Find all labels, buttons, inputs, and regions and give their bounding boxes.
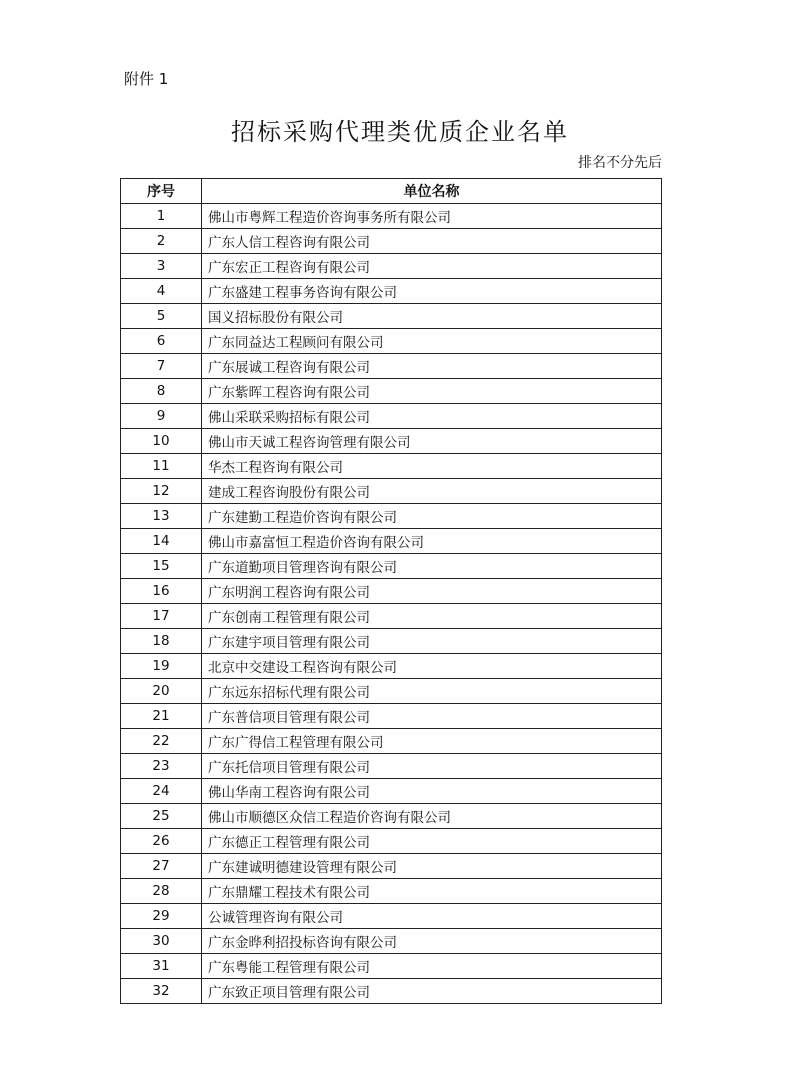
table-header-row xyxy=(121,179,662,204)
row-index: 32 xyxy=(121,979,202,1004)
company-name: 广东远东招标代理有限公司 xyxy=(202,679,662,704)
row-index: 25 xyxy=(121,804,202,829)
table-row xyxy=(121,779,662,804)
row-index: 20 xyxy=(121,679,202,704)
table-row xyxy=(121,879,662,904)
table-row xyxy=(121,929,662,954)
row-index: 10 xyxy=(121,429,202,454)
table-row xyxy=(121,729,662,754)
table-row xyxy=(121,404,662,429)
company-name: 广东致正项目管理有限公司 xyxy=(202,979,662,1004)
table-row xyxy=(121,454,662,479)
table-row xyxy=(121,279,662,304)
row-index: 11 xyxy=(121,454,202,479)
row-index: 4 xyxy=(121,279,202,304)
company-name: 广东德正工程管理有限公司 xyxy=(202,829,662,854)
enterprise-table xyxy=(120,178,662,1004)
company-name: 广东盛建工程事务咨询有限公司 xyxy=(202,279,662,304)
column-header-name: 单位名称 xyxy=(202,179,662,204)
row-index: 3 xyxy=(121,254,202,279)
row-index: 26 xyxy=(121,829,202,854)
row-index: 31 xyxy=(121,954,202,979)
row-index: 6 xyxy=(121,329,202,354)
row-index: 15 xyxy=(121,554,202,579)
company-name: 华杰工程咨询有限公司 xyxy=(202,454,662,479)
table-row xyxy=(121,554,662,579)
table-row xyxy=(121,754,662,779)
row-index: 2 xyxy=(121,229,202,254)
company-name: 广东创南工程管理有限公司 xyxy=(202,604,662,629)
table-row xyxy=(121,979,662,1004)
company-name: 国义招标股份有限公司 xyxy=(202,304,662,329)
row-index: 16 xyxy=(121,579,202,604)
row-index: 14 xyxy=(121,529,202,554)
table-row xyxy=(121,904,662,929)
document-title: 招标采购代理类优质企业名单 xyxy=(231,118,569,146)
table-row xyxy=(121,254,662,279)
row-index: 30 xyxy=(121,929,202,954)
company-name: 广东明润工程咨询有限公司 xyxy=(202,579,662,604)
row-index: 7 xyxy=(121,354,202,379)
company-name: 佛山市嘉富恒工程造价咨询有限公司 xyxy=(202,529,662,554)
row-index: 24 xyxy=(121,779,202,804)
company-name: 广东建勤工程造价咨询有限公司 xyxy=(202,504,662,529)
table-row xyxy=(121,854,662,879)
company-name: 广东建宇项目管理有限公司 xyxy=(202,629,662,654)
row-index: 19 xyxy=(121,654,202,679)
company-name: 北京中交建设工程咨询有限公司 xyxy=(202,654,662,679)
row-index: 22 xyxy=(121,729,202,754)
table-row xyxy=(121,654,662,679)
table-row xyxy=(121,704,662,729)
company-name: 广东粤能工程管理有限公司 xyxy=(202,954,662,979)
table-row xyxy=(121,229,662,254)
company-name: 广东展诚工程咨询有限公司 xyxy=(202,354,662,379)
table-row xyxy=(121,679,662,704)
table-row xyxy=(121,504,662,529)
table-row xyxy=(121,954,662,979)
table-row xyxy=(121,579,662,604)
company-name: 广东人信工程咨询有限公司 xyxy=(202,229,662,254)
company-name: 佛山采联采购招标有限公司 xyxy=(202,404,662,429)
row-index: 13 xyxy=(121,504,202,529)
company-name: 广东托信项目管理有限公司 xyxy=(202,754,662,779)
table-row xyxy=(121,804,662,829)
company-name: 佛山华南工程咨询有限公司 xyxy=(202,779,662,804)
row-index: 23 xyxy=(121,754,202,779)
row-index: 8 xyxy=(121,379,202,404)
table-body xyxy=(121,204,662,1004)
table-row xyxy=(121,354,662,379)
attachment-label: 附件 1 xyxy=(124,70,169,88)
table-row xyxy=(121,479,662,504)
company-name: 佛山市顺德区众信工程造价咨询有限公司 xyxy=(202,804,662,829)
company-name: 广东鼎耀工程技术有限公司 xyxy=(202,879,662,904)
row-index: 1 xyxy=(121,204,202,229)
company-name: 公诚管理咨询有限公司 xyxy=(202,904,662,929)
table-row xyxy=(121,329,662,354)
table-row xyxy=(121,629,662,654)
table-row xyxy=(121,829,662,854)
table-row xyxy=(121,429,662,454)
row-index: 27 xyxy=(121,854,202,879)
company-name: 建成工程咨询股份有限公司 xyxy=(202,479,662,504)
table-row xyxy=(121,604,662,629)
company-name: 广东道勤项目管理咨询有限公司 xyxy=(202,554,662,579)
company-name: 广东紫晖工程咨询有限公司 xyxy=(202,379,662,404)
row-index: 12 xyxy=(121,479,202,504)
table-row xyxy=(121,529,662,554)
column-header-index: 序号 xyxy=(121,179,202,204)
company-name: 佛山市粤辉工程造价咨询事务所有限公司 xyxy=(202,204,662,229)
table-row xyxy=(121,379,662,404)
row-index: 5 xyxy=(121,304,202,329)
ranking-note: 排名不分先后 xyxy=(578,155,662,171)
row-index: 9 xyxy=(121,404,202,429)
table-row xyxy=(121,204,662,229)
row-index: 17 xyxy=(121,604,202,629)
row-index: 18 xyxy=(121,629,202,654)
row-index: 28 xyxy=(121,879,202,904)
company-name: 广东宏正工程咨询有限公司 xyxy=(202,254,662,279)
company-name: 广东普信项目管理有限公司 xyxy=(202,704,662,729)
table-row xyxy=(121,304,662,329)
company-name: 广东广得信工程管理有限公司 xyxy=(202,729,662,754)
company-name: 佛山市天诚工程咨询管理有限公司 xyxy=(202,429,662,454)
company-name: 广东金晔利招投标咨询有限公司 xyxy=(202,929,662,954)
row-index: 29 xyxy=(121,904,202,929)
company-name: 广东同益达工程顾问有限公司 xyxy=(202,329,662,354)
company-name: 广东建诚明德建设管理有限公司 xyxy=(202,854,662,879)
row-index: 21 xyxy=(121,704,202,729)
